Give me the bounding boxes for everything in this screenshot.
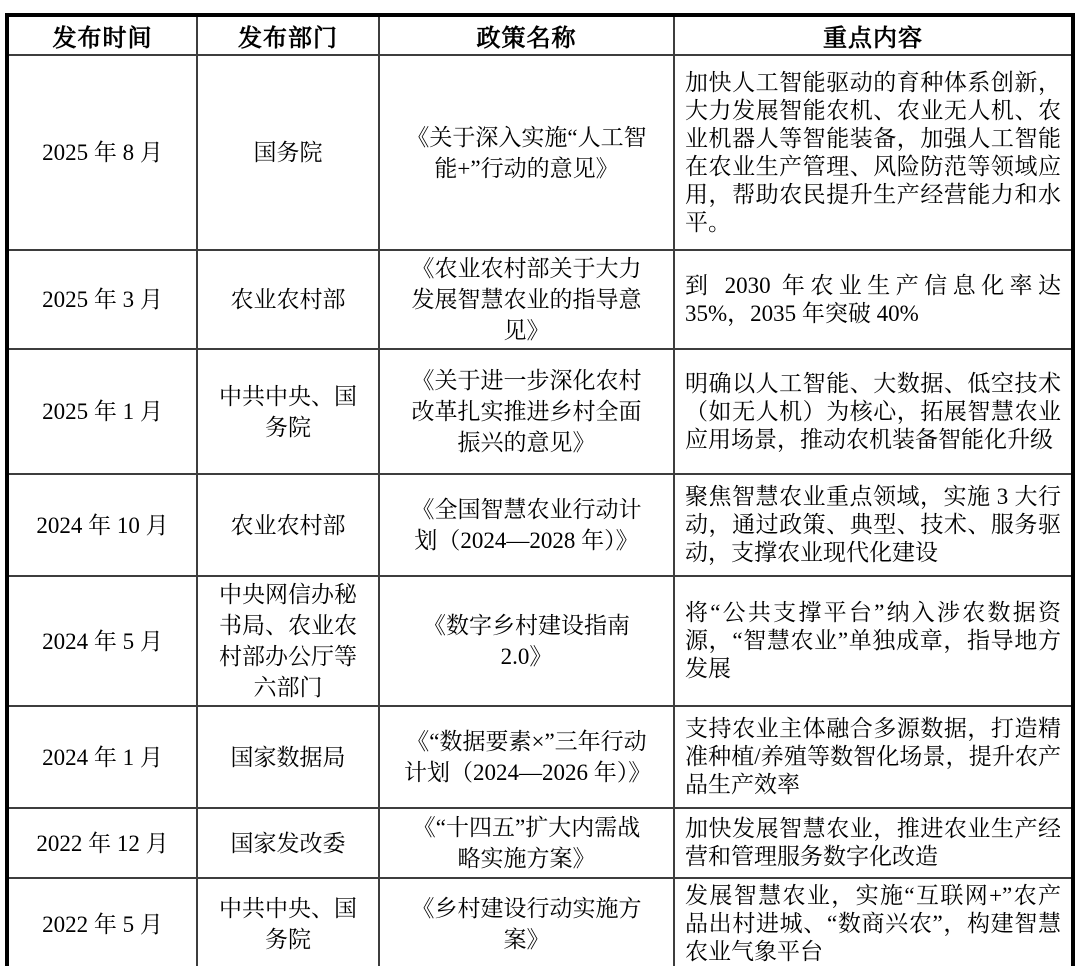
- cell-policy-name: 《农业农村部关于大力发展智慧农业的指导意见》: [379, 250, 674, 349]
- cell-publish-time: 2025 年 8 月: [7, 55, 197, 250]
- table-row: [7, 349, 1073, 474]
- table-row: [7, 808, 1073, 878]
- cell-policy-name: 《“十四五”扩大内需战略实施方案》: [379, 808, 674, 878]
- cell-publish-dept: 中央网信办秘书局、农业农村部办公厅等六部门: [197, 576, 379, 706]
- cell-publish-time: 2022 年 12 月: [7, 808, 197, 878]
- cell-publish-time: 2025 年 1 月: [7, 349, 197, 474]
- cell-publish-time: 2025 年 3 月: [7, 250, 197, 349]
- table-row: [7, 250, 1073, 349]
- cell-publish-time: 2024 年 1 月: [7, 706, 197, 808]
- table-row: [7, 576, 1073, 706]
- cell-key-content: 聚焦智慧农业重点领域，实施 3 大行动，通过政策、典型、技术、服务驱动，支撑农业现代化建设: [674, 474, 1073, 576]
- cell-key-content: 将“公共支撑平台”纳入涉农数据资源，“智慧农业”单独成章，指导地方发展: [674, 576, 1073, 706]
- cell-key-content: 到 2030 年农业生产信息化率达 35%，2035 年突破 40%: [674, 250, 1073, 349]
- cell-publish-dept: 国务院: [197, 55, 379, 250]
- cell-publish-dept: 中共中央、国务院: [197, 349, 379, 474]
- cell-policy-name: 《全国智慧农业行动计划（2024—2028 年）》: [379, 474, 674, 576]
- table-row: [7, 55, 1073, 250]
- cell-publish-dept: 中共中央、国务院: [197, 878, 379, 966]
- cell-publish-dept: 国家发改委: [197, 808, 379, 878]
- col-header-publish-dept: 发布部门: [197, 15, 379, 55]
- cell-publish-time: 2024 年 10 月: [7, 474, 197, 576]
- col-header-key-content: 重点内容: [674, 15, 1073, 55]
- policy-table: [5, 13, 1075, 966]
- cell-key-content: 明确以人工智能、大数据、低空技术（如无人机）为核心，拓展智慧农业应用场景，推动农机装备智能化升级: [674, 349, 1073, 474]
- cell-publish-time: 2022 年 5 月: [7, 878, 197, 966]
- cell-policy-name: 《关于进一步深化农村改革扎实推进乡村全面振兴的意见》: [379, 349, 674, 474]
- table-row: [7, 706, 1073, 808]
- cell-policy-name: 《关于深入实施“人工智能+”行动的意见》: [379, 55, 674, 250]
- cell-policy-name: 《乡村建设行动实施方案》: [379, 878, 674, 966]
- col-header-publish-time: 发布时间: [7, 15, 197, 55]
- cell-key-content: 加快发展智慧农业，推进农业生产经营和管理服务数字化改造: [674, 808, 1073, 878]
- cell-publish-time: 2024 年 5 月: [7, 576, 197, 706]
- cell-policy-name: 《“数据要素×”三年行动计划（2024—2026 年）》: [379, 706, 674, 808]
- cell-publish-dept: 农业农村部: [197, 474, 379, 576]
- table-row: [7, 474, 1073, 576]
- cell-publish-dept: 国家数据局: [197, 706, 379, 808]
- cell-key-content: 发展智慧农业，实施“互联网+”农产品出村进城、“数商兴农”，构建智慧农业气象平台: [674, 878, 1073, 966]
- cell-key-content: 支持农业主体融合多源数据，打造精准种植/养殖等数智化场景，提升农产品生产效率: [674, 706, 1073, 808]
- table-row: [7, 878, 1073, 966]
- cell-key-content: 加快人工智能驱动的育种体系创新，大力发展智能农机、农业无人机、农业机器人等智能装备，加强人工智能在农业生产管理、风险防范等领域应用，帮助农民提升生产经营能力和水平。: [674, 55, 1073, 250]
- col-header-policy-name: 政策名称: [379, 15, 674, 55]
- cell-policy-name: 《数字乡村建设指南 2.0》: [379, 576, 674, 706]
- cell-publish-dept: 农业农村部: [197, 250, 379, 349]
- header-row: [7, 15, 1073, 55]
